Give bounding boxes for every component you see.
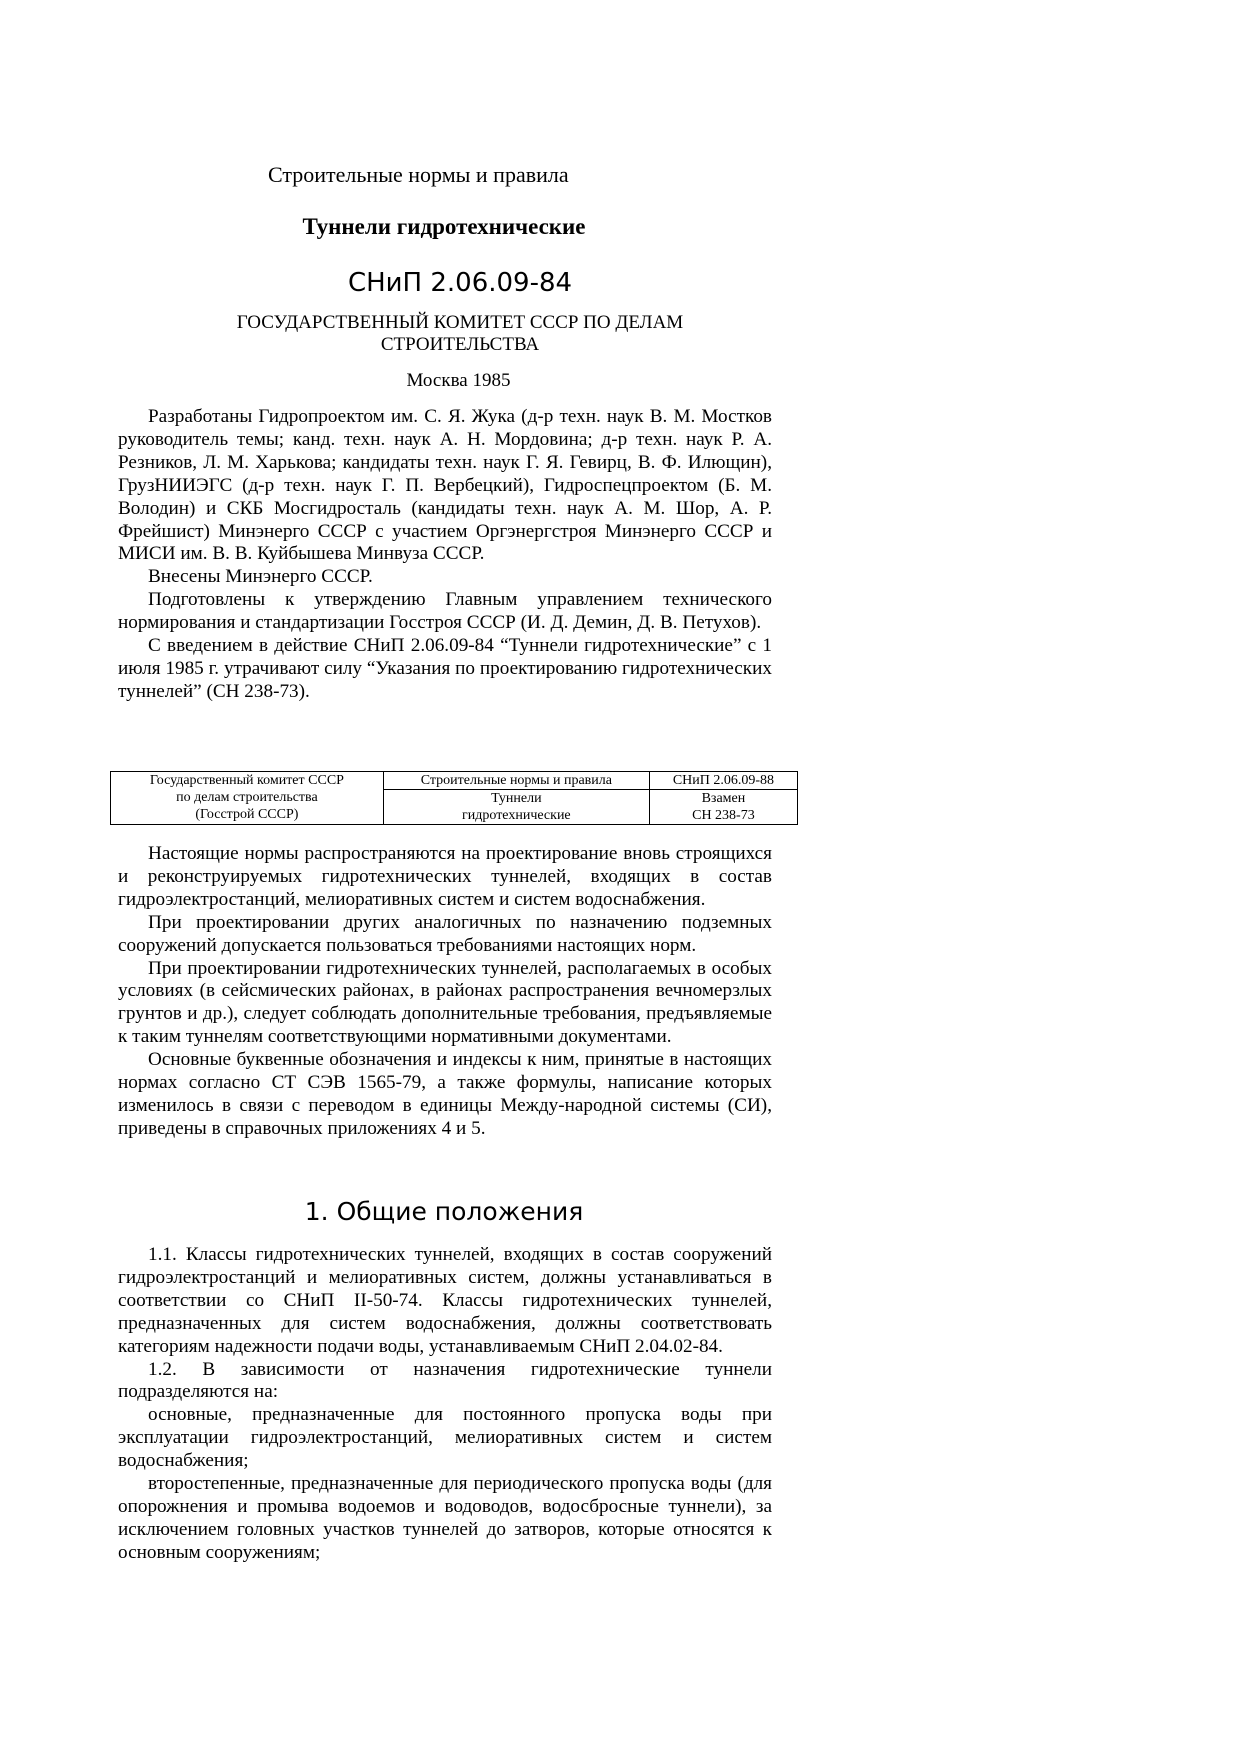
prepared-paragraph: Подготовлены к утверждению Главным управлением технического нормирования и стандартизации Госстроя СССР (И. Д. Демин, Д. В. Петухов).	[118, 589, 772, 634]
scope-paragraph: Настоящие нормы распространяются на проектирование вновь строящихся и реконструируемых гидротехнических туннелей, входящих в состав гидроэлектростанций, мелиоративных систем и систем водоснабжения.	[118, 843, 772, 910]
intro-section	[118, 406, 772, 704]
scope-paragraph: При проектировании других аналогичных по назначению подземных сооружений допускается пользоваться требованиями настоящих норм.	[118, 911, 772, 956]
city-year: Москва 1985	[406, 370, 511, 391]
stamp-doc-title-line: гидротехнические	[462, 808, 571, 823]
stamp-authority-line: по делам строительства	[176, 790, 318, 805]
stamp-doc-type-cell: Строительные нормы и правила	[383, 772, 649, 790]
stamp-doc-title-line: Туннели	[491, 791, 542, 806]
clause-1-2: 1.2. В зависимости от назначения гидротехнические туннели подразделяются на:	[118, 1358, 772, 1403]
replaces-paragraph: С введением в действие СНиП 2.06.09-84 “Туннели гидротехнические” с 1 июля 1985 г. утрачивают силу “Указания по проектированию гидротехнических туннелей” (СН 238-73).	[118, 635, 772, 702]
scope-section	[118, 843, 772, 1141]
stamp-replaces-code: СН 238-73	[692, 808, 755, 823]
clause-1-1: 1.1. Классы гидротехнических туннелей, входящих в состав сооружений гидроэлектростанций и мелиоративных систем, должны устанавливаться в соответствии со СНиП II-50-74. Классы гидротехнических туннелей, предназначенных для систем водоснабжения, должны соответствовать категориям надежности подачи воды, устанавливаемым СНиП 2.04.02-84.	[118, 1244, 772, 1357]
issuing-committee: ГОСУДАРСТВЕННЫЙ КОМИТЕТ СССР ПО ДЕЛАМ СТРОИТЕЛЬСТВА	[236, 312, 684, 355]
document-title: Туннели гидротехнические	[302, 214, 586, 239]
scope-paragraph: Основные буквенные обозначения и индексы к ним, принятые в настоящих нормах согласно СТ СЭВ 1565-79, а также формулы, написание которых изменилось в связи с переводом в единицы Между-народной системы (СИ), приведены в справочных приложениях 4 и 5.	[118, 1049, 772, 1139]
document-pretitle: Строительные нормы и правила	[268, 162, 569, 187]
stamp-authority-line: Государственный комитет СССР	[149, 773, 344, 788]
developed-paragraph: Разработаны Гидропроектом им. С. Я. Жука (д-р техн. наук В. М. Мостков руководитель темы; канд. техн. наук А. Н. Мордовина; д-р техн. наук Р. А. Резников, Л. М. Харькова; кандидаты техн. наук Г. Я. Гевирц, В. Ф. Илющин), ГрузНИИЭГС (д-р техн. наук Г. П. Вербецкий), Гидроспецпроектом (Б. М. Володин) и СКБ Мосгидросталь (кандидаты техн. наук А. М. Шор, А. Р. Фрейшист) Минэнерго СССР с участием Оргэнергстроя Минэнерго СССР и МИСИ им. В. В. Куйбышева Минвуза СССР.	[118, 406, 772, 565]
title-stamp-table	[110, 771, 798, 825]
stamp-authority-line: (Госстрой СССР)	[195, 807, 299, 822]
clause-main-tunnels: основные, предназначенные для постоянного пропуска воды при эксплуатации гидроэлектростанций, мелиоративных систем и систем водоснабжения;	[118, 1404, 772, 1472]
stamp-replaces-label: Взамен	[701, 791, 746, 806]
stamp-doc-code-cell: СНиП 2.06.09-88	[649, 772, 797, 790]
stamp-replaces-cell	[649, 790, 797, 825]
submitted-paragraph: Внесены Минэнерго СССР.	[148, 566, 373, 588]
clause-secondary-tunnels: второстепенные, предназначенные для периодического пропуска воды (для опорожнения и промыва водоемов и водоводов, водосбросные туннели), за исключением головных участков туннелей до затворов, которые относятся к основным сооружениям;	[118, 1473, 772, 1563]
stamp-doc-title-cell	[383, 790, 649, 825]
scope-paragraph: При проектировании гидротехнических туннелей, располагаемых в особых условиях (в сейсмических районах, в районах распространения вечномерзлых грунтов и др.), следует соблюдать дополнительные требования, предъявляемые к таким туннелям соответствующими нормативными документами.	[118, 957, 772, 1048]
section-1-heading: 1. Общие положения	[304, 1197, 584, 1226]
stamp-authority-cell	[111, 772, 384, 825]
document-code: СНиП 2.06.09-84	[347, 268, 573, 298]
section-1-body	[118, 1244, 772, 1565]
